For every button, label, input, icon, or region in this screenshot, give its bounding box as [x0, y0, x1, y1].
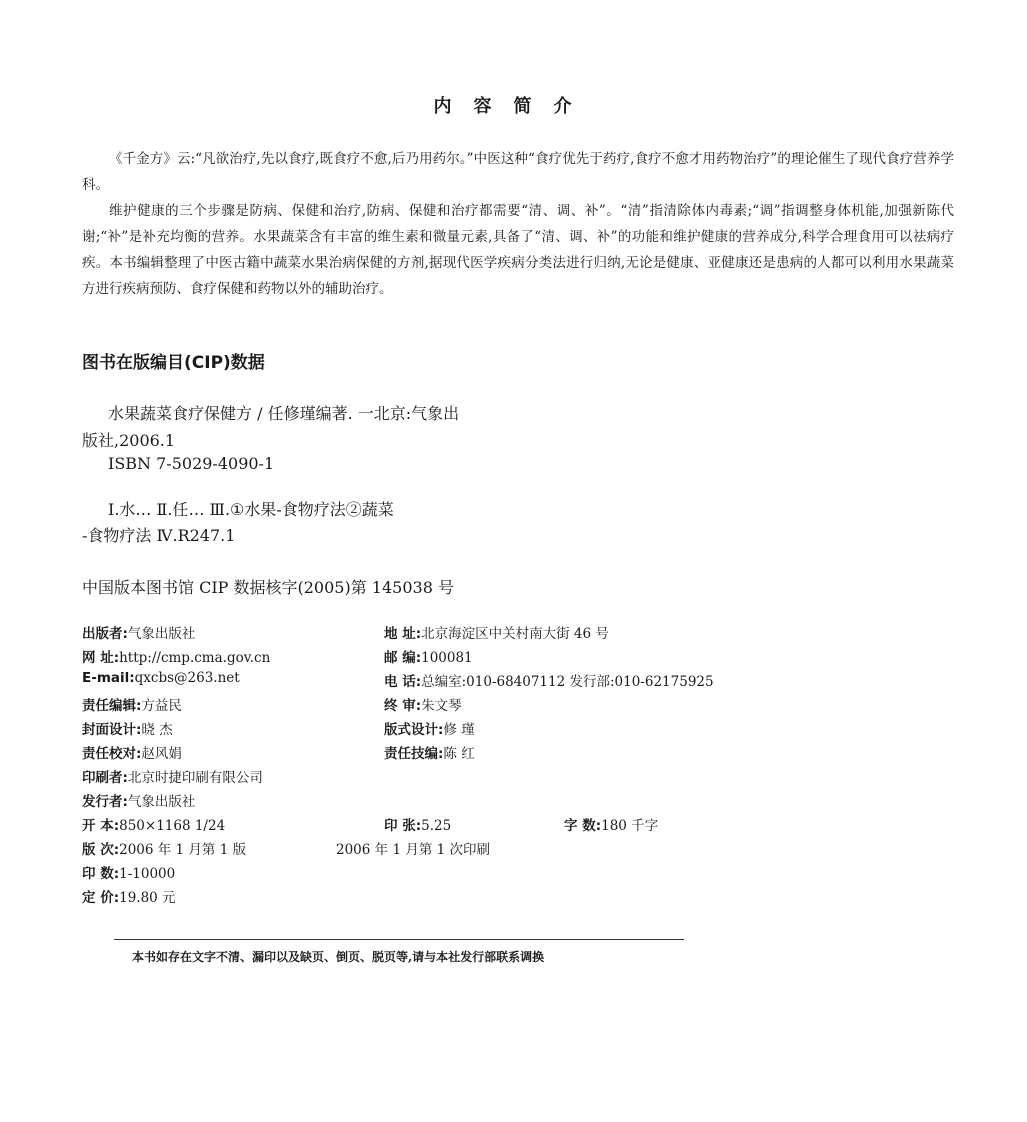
colophon-sheets: 印 张:5.25 [384, 818, 452, 834]
colophon-tech-editor: 责任技编:陈 红 [384, 746, 475, 762]
intro-paragraph-2: 维护健康的三个步骤是防病、保健和治疗,防病、保健和治疗都需要“清、调、补”。“清”指清除体内毒素;“调”指调整身体机能,加强新陈代谢;“补”是补充均衡的营养。水果蔬菜含有丰富的维生素和微量元素,具备了“清、调、补”的功能和维护健康的营养成分,科学合理食用可以祛病疗疾。本书编辑整理了中医古籍中蔬菜水果治病保健的方剂,据现代医学疾病分类法进行归纳,无论是健康、亚健康还是患病的人都可以利用水果蔬菜方进行疾病预防、食疗保健和药物以外的辅助治疗。 [82, 203, 954, 297]
colophon-edition: 版 次:2006 年 1 月第 1 版 [82, 842, 247, 858]
colophon-cover-design: 封面设计:晓 杰 [82, 722, 173, 738]
colophon-proofreader: 责任校对:赵风娟 [82, 746, 182, 762]
colophon-postcode: 邮 编:100081 [384, 650, 473, 666]
footer-divider [114, 939, 684, 940]
footer-notice: 本书如存在文字不清、漏印以及缺页、倒页、脱页等,请与本社发行部联系调换 [132, 950, 545, 964]
intro-title: 内容简介 [433, 96, 594, 117]
colophon-email: E-mail:qxcbs@263.net [82, 670, 240, 686]
colophon-printing: 2006 年 1 月第 1 次印刷 [336, 842, 490, 858]
colophon-address: 地 址:北京海淀区中关村南大街 46 号 [384, 626, 609, 642]
colophon-word-count: 字 数:180 千字 [564, 818, 659, 834]
cip-classification-cont: -食物疗法 Ⅳ.R247.1 [82, 526, 236, 545]
colophon-price: 定 价:19.80 元 [82, 890, 176, 906]
cip-classification: Ⅰ.水… Ⅱ.任… Ⅲ.①水果-食物疗法②蔬菜 [108, 500, 394, 519]
intro-body [82, 146, 954, 302]
colophon-printer: 印刷者:北京时捷印刷有限公司 [82, 770, 263, 786]
colophon-layout-design: 版式设计:修 瑾 [384, 722, 475, 738]
colophon-website: 网 址:http://cmp.cma.gov.cn [82, 650, 271, 666]
colophon-phone: 电 话:总编室:010-68407112 发行部:010-62175925 [384, 674, 714, 690]
cip-record-number: 中国版本图书馆 CIP 数据核字(2005)第 145038 号 [82, 578, 454, 597]
colophon [82, 622, 962, 922]
cip-title-line: 水果蔬菜食疗保健方 / 任修瑾编著. 一北京:气象出 [108, 404, 460, 423]
cip-publisher-line: 版社,2006.1 [82, 431, 176, 450]
intro-paragraph-1: 《千金方》云:“凡欲治疗,先以食疗,既食疗不愈,后乃用药尔。”中医这种“食疗优先于药疗,食疗不愈才用药物治疗”的理论催生了现代食疗营养学科。 [82, 151, 954, 193]
colophon-format: 开 本:850×1168 1/24 [82, 818, 226, 834]
cip-isbn: ISBN 7-5029-4090-1 [108, 454, 275, 473]
colophon-publisher: 出版者:气象出版社 [82, 626, 196, 642]
cip-heading: 图书在版编目(CIP)数据 [82, 353, 265, 373]
colophon-distributor: 发行者:气象出版社 [82, 794, 196, 810]
colophon-final-review: 终 审:朱文琴 [384, 698, 462, 714]
colophon-print-run: 印 数:1-10000 [82, 866, 176, 882]
colophon-editor: 责任编辑:方益民 [82, 698, 182, 714]
